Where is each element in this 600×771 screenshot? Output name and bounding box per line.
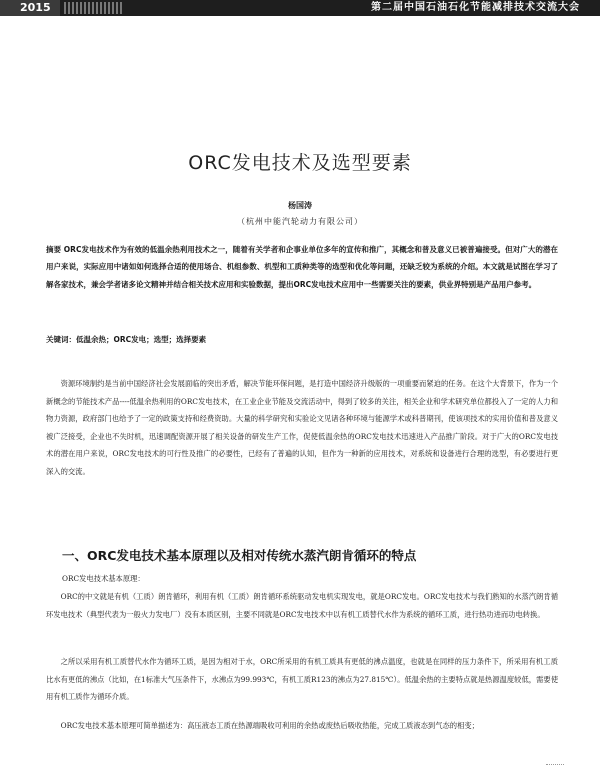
- header-year: 2015: [0, 0, 60, 16]
- keywords: 关键词：低温余热；ORC发电；选型；选择要素: [46, 335, 207, 344]
- paper-affiliation: （杭州中能汽轮动力有限公司）: [237, 217, 363, 226]
- paper-author: 杨国涛: [288, 200, 312, 210]
- intro-paragraph: 资源环境制约是当前中国经济社会发展面临的突出矛盾，解决节能环保问题，是打造中国经济升级版的一项重要而紧迫的任务。在这个大背景下，作为一个新概念的节能技术产品----低温余热利用的ORC发电技术，在工业企业节能及交流活动中，得到了较多的关注，相关企业和学术研究单位都投入了一定的人力和物力资源，政府部门也给予了一定的政策支持和经费资助。大量的科学研究和实验论文见诸各种环境与能源学术或科普期刊，使该项技术的实用价值和普及意义被广泛接受，企业也不失时机，迅速调配资源开展了相关设备的研发生产工作，促使低温余热的ORC发电技术迅速进入产品推广阶段。对于广大的ORC发电技术的潜在用户来说，ORC发电技术的可行性及推广的必要性，已经有了普遍的认知，但作为一种新的应用技术，对系统和设备进行合理的选型，有必要进行更深入的交流。: [46, 379, 558, 476]
- section-heading: 一、ORC发电技术基本原理以及相对传统水蒸汽朗肯循环的特点: [62, 548, 417, 563]
- page-corner-mark: [546, 764, 564, 767]
- journal-header-bar: [0, 0, 600, 16]
- paper-title: ORC发电技术及选型要素: [188, 152, 412, 174]
- journal-title: 第二届中国石油石化节能减排技术交流大会: [371, 2, 580, 13]
- abstract: 摘要 ORC发电技术作为有效的低温余热利用技术之一，随着有关学者和企事业单位多年的宣传和推广，其概念和普及意义已被普遍接受。但对广大的潜在用户来说，实际应用中诸如如何选择合适的使用场合、机组参数、机型和工质种类等的选型和优化等问题，还缺乏较为系统的介绍。本文就是试图在学习了解各家技术，兼会学者诸多论文精神并结合相关技术应用和实验数据，提出ORC发电技术应用中一些需要关注的要素，供业界特别是产品用户参考。: [46, 245, 558, 289]
- header-decoration: [64, 2, 124, 14]
- body-paragraph-1: ORC的中文就是有机（工质）朗肯循环，利用有机（工质）朗肯循环系统驱动发电机实现发电，就是ORC发电。ORC发电技术与我们熟知的水蒸汽朗肯循环发电技术（典型代表为一般火力发电厂）没有本质区别，主要不同就是ORC发电技术中以有机工质替代水作为系统的循环工质，进行热功进而功电转换。: [46, 592, 558, 619]
- body-paragraph-3: ORC发电技术基本原理可简单描述为：高压液态工质在热源端吸收可利用的余热或废热后吸收热能，完成工质液态到气态的相变；: [60, 721, 479, 730]
- body-paragraph-2: 之所以采用有机工质替代水作为循环工质，是因为相对于水，ORC所采用的有机工质具有更低的沸点温度，也就是在同样的压力条件下，所采用有机工质比水有更低的沸点（比如，在1标准大气压条件下，水沸点为99.993℃，有机工质R123的沸点为27.815℃）。低温余热的主要特点就是热源温度较低，需要使用有机工质作为循环介质。: [46, 657, 558, 702]
- subsection-heading: ORC发电技术基本原理：: [62, 574, 145, 583]
